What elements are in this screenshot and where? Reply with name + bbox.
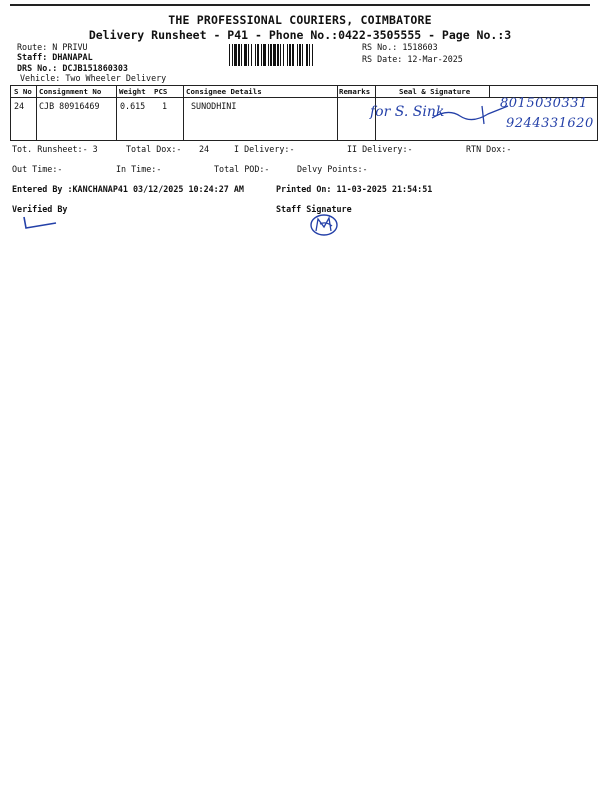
cell-sno: 24	[14, 101, 25, 111]
barcode-bar	[229, 44, 230, 66]
signature-flourish	[430, 104, 510, 126]
barcode-bar	[257, 44, 259, 66]
column-divider	[183, 86, 184, 140]
company-title: THE PROFESSIONAL COURIERS, COIMBATORE	[168, 13, 432, 27]
total-pod: Total POD:-	[214, 164, 270, 174]
barcode-bar	[241, 44, 242, 66]
cell-weight: 0.615	[120, 101, 146, 111]
handwritten-phone-2: 9244331620	[506, 116, 594, 131]
rs-date: RS Date: 12-Mar-2025	[362, 54, 463, 64]
column-divider	[489, 86, 490, 97]
entered-by: Entered By :KANCHANAP41 03/12/2025 10:24:27 AM	[12, 184, 244, 194]
top-rule	[10, 4, 590, 6]
rtn-dox: RTN Dox:-	[466, 144, 512, 154]
barcode-bar	[312, 44, 313, 66]
verified-tick-mark	[20, 215, 60, 231]
cell-pcs: 1	[162, 101, 168, 111]
vehicle-label: Vehicle: Two Wheeler Delivery	[20, 73, 167, 83]
staff-label: Staff: DHANAPAL	[17, 52, 93, 62]
col-header-consignee: Consignee Details	[186, 87, 262, 96]
col-header-pcs: PCS	[154, 87, 168, 96]
barcode-bar	[244, 44, 247, 66]
staff-signature-scribble	[307, 213, 341, 237]
barcode-bar	[251, 44, 252, 66]
rs-number: RS No.: 1518603	[362, 42, 438, 52]
tot-runsheet: Tot. Runsheet:- 3	[12, 144, 98, 154]
barcode-bar	[270, 44, 272, 66]
printed-on: Printed On: 11-03-2025 21:54:51	[276, 184, 433, 194]
barcode-bar	[280, 44, 281, 66]
cell-consignment-no: CJB 80916469	[39, 101, 100, 111]
barcode-bar	[283, 44, 284, 66]
col-header-weight: Weight	[119, 87, 146, 96]
handwritten-phone-1: 8015030331	[500, 96, 588, 111]
handwritten-signature: for S. Sink	[370, 104, 445, 120]
barcode-bar	[277, 44, 279, 66]
column-divider	[36, 86, 37, 140]
barcode-bar	[268, 44, 269, 66]
total-dox-value: 24	[199, 144, 210, 154]
barcode	[229, 44, 355, 66]
out-time: Out Time:-	[12, 164, 63, 174]
barcode-bar	[261, 44, 262, 66]
staff-signature-label: Staff Signature	[276, 204, 352, 214]
barcode-bar	[292, 44, 294, 66]
barcode-bar	[238, 44, 240, 66]
barcode-bar	[306, 44, 308, 66]
in-time: In Time:-	[116, 164, 162, 174]
barcode-bar	[287, 44, 288, 66]
column-divider	[337, 86, 338, 140]
barcode-bar	[273, 44, 276, 66]
verified-by-label: Verified By	[12, 204, 68, 214]
barcode-bar	[289, 44, 291, 66]
barcode-bar	[302, 44, 303, 66]
barcode-bar	[299, 44, 301, 66]
barcode-bar	[232, 44, 233, 66]
barcode-bar	[248, 44, 249, 66]
cell-consignee: SUNODHINI	[191, 101, 237, 111]
barcode-bar	[255, 44, 256, 66]
barcode-bar	[309, 44, 310, 66]
barcode-bar	[234, 44, 237, 66]
column-divider	[116, 86, 117, 140]
col-header-remarks: Remarks	[339, 87, 371, 96]
delvy-points: Delvy Points:-	[297, 164, 368, 174]
col-header-sno: S No	[14, 87, 32, 96]
col-header-seal-signature: Seal & Signature	[399, 87, 471, 96]
route-label: Route: N PRIVU	[17, 42, 88, 52]
drs-number: DRS No.: DCJB151860303	[17, 63, 128, 73]
col-header-consignment: Consignment No	[39, 87, 102, 96]
barcode-bar	[297, 44, 298, 66]
runsheet-title: Delivery Runsheet - P41 - Phone No.:0422-3505555 - Page No.:3	[88, 28, 512, 42]
i-delivery: I Delivery:-	[234, 144, 295, 154]
total-dox-label: Total Dox:-	[126, 144, 182, 154]
barcode-bar	[263, 44, 266, 66]
ii-delivery: II Delivery:-	[347, 144, 413, 154]
